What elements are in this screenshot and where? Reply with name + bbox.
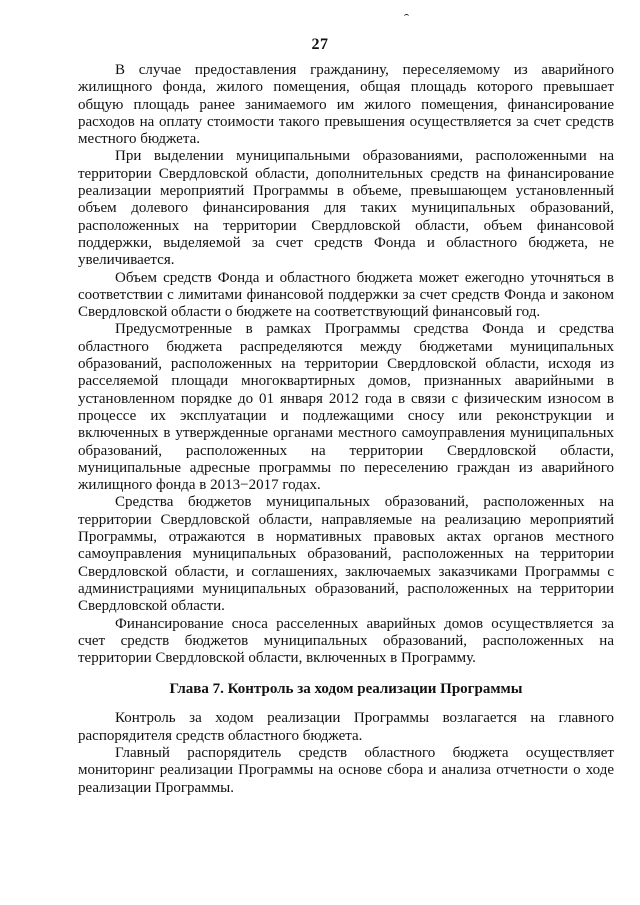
paragraph-municipal-budget-funds: Средства бюджетов муниципальных образований, расположенных на территории Свердловской области, направляемые на реализацию мероприятий Программы, отражаются в нормативных правовых актах органов местного самоуправления муниципальных образований, расположенных на территории Свердловской области, и соглашениях, заключаемых заказчиками Программы с администрациями муниципальных образований, расположенных на территории Свердловской области. xyxy=(78,494,614,615)
paragraph-annual-adjustment: Объем средств Фонда и областного бюджета может ежегодно уточняться в соответствии с лимитами финансовой поддержки за счет средств Фонда и законом Свердловской области о бюджете на соответствующий финансовый год. xyxy=(78,269,614,321)
paragraph-additional-municipal-funds: При выделении муниципальными образованиями, расположенными на территории Свердловской области, дополнительных средств на финансирование реализации мероприятий Программы в объеме, превышающем установленный объем долевого финансирования для таких муниципальных образований, расположенных на территории Свердловской области, объем финансовой поддержки, выделяемой за счет средств Фонда и областного бюджета, не увеличивается. xyxy=(78,148,614,269)
page-number: 27 xyxy=(311,36,329,53)
paragraph-demolition-financing: Финансирование сноса расселенных аварийных домов осуществляется за счет средств бюджетов муниципальных образований, расположенных на территории Свердловской области, включенных в Программу. xyxy=(78,615,614,667)
paragraph-resettlement-area-excess: В случае предоставления гражданину, переселяемому из аварийного жилищного фонда, жилого помещения, общая площадь которого превышает общую площадь ранее занимаемого им жилого помещения, финансирование расходов на оплату стоимости такого превышения осуществляется за счет средств местного бюджета. xyxy=(78,62,614,148)
paragraph-control-assignment: Контроль за ходом реализации Программы возлагается на главного распорядителя средств областного бюджета. xyxy=(78,710,614,744)
scan-artifact-mark xyxy=(404,14,409,18)
paragraph-funds-distribution: Предусмотренные в рамках Программы средства Фонда и средства областного бюджета распределяются между бюджетами муниципальных образований, расположенных на территории Свердловской области, исходя из расселяемой площади многоквартирных домов, признанных аварийными в установленном порядке до 01 января 2012 года в связи с физическим износом в процессе их эксплуатации и подлежащими сносу или реконструкции и включенных в утвержденные органами местного самоуправления муниципальных образований, расположенных на территории Свердловской области, муниципальные адресные программы по переселению граждан из аварийного жилищного фонда в 2013−2017 годах. xyxy=(78,321,614,494)
chapter-section xyxy=(78,710,614,796)
paragraph-monitoring: Главный распорядитель средств областного бюджета осуществляет мониторинг реализации Программы на основе сбора и анализа отчетности о ходе реализации Программы. xyxy=(78,744,614,796)
document-body xyxy=(78,62,614,797)
chapter-heading: Глава 7. Контроль за ходом реализации Программы xyxy=(169,681,523,698)
